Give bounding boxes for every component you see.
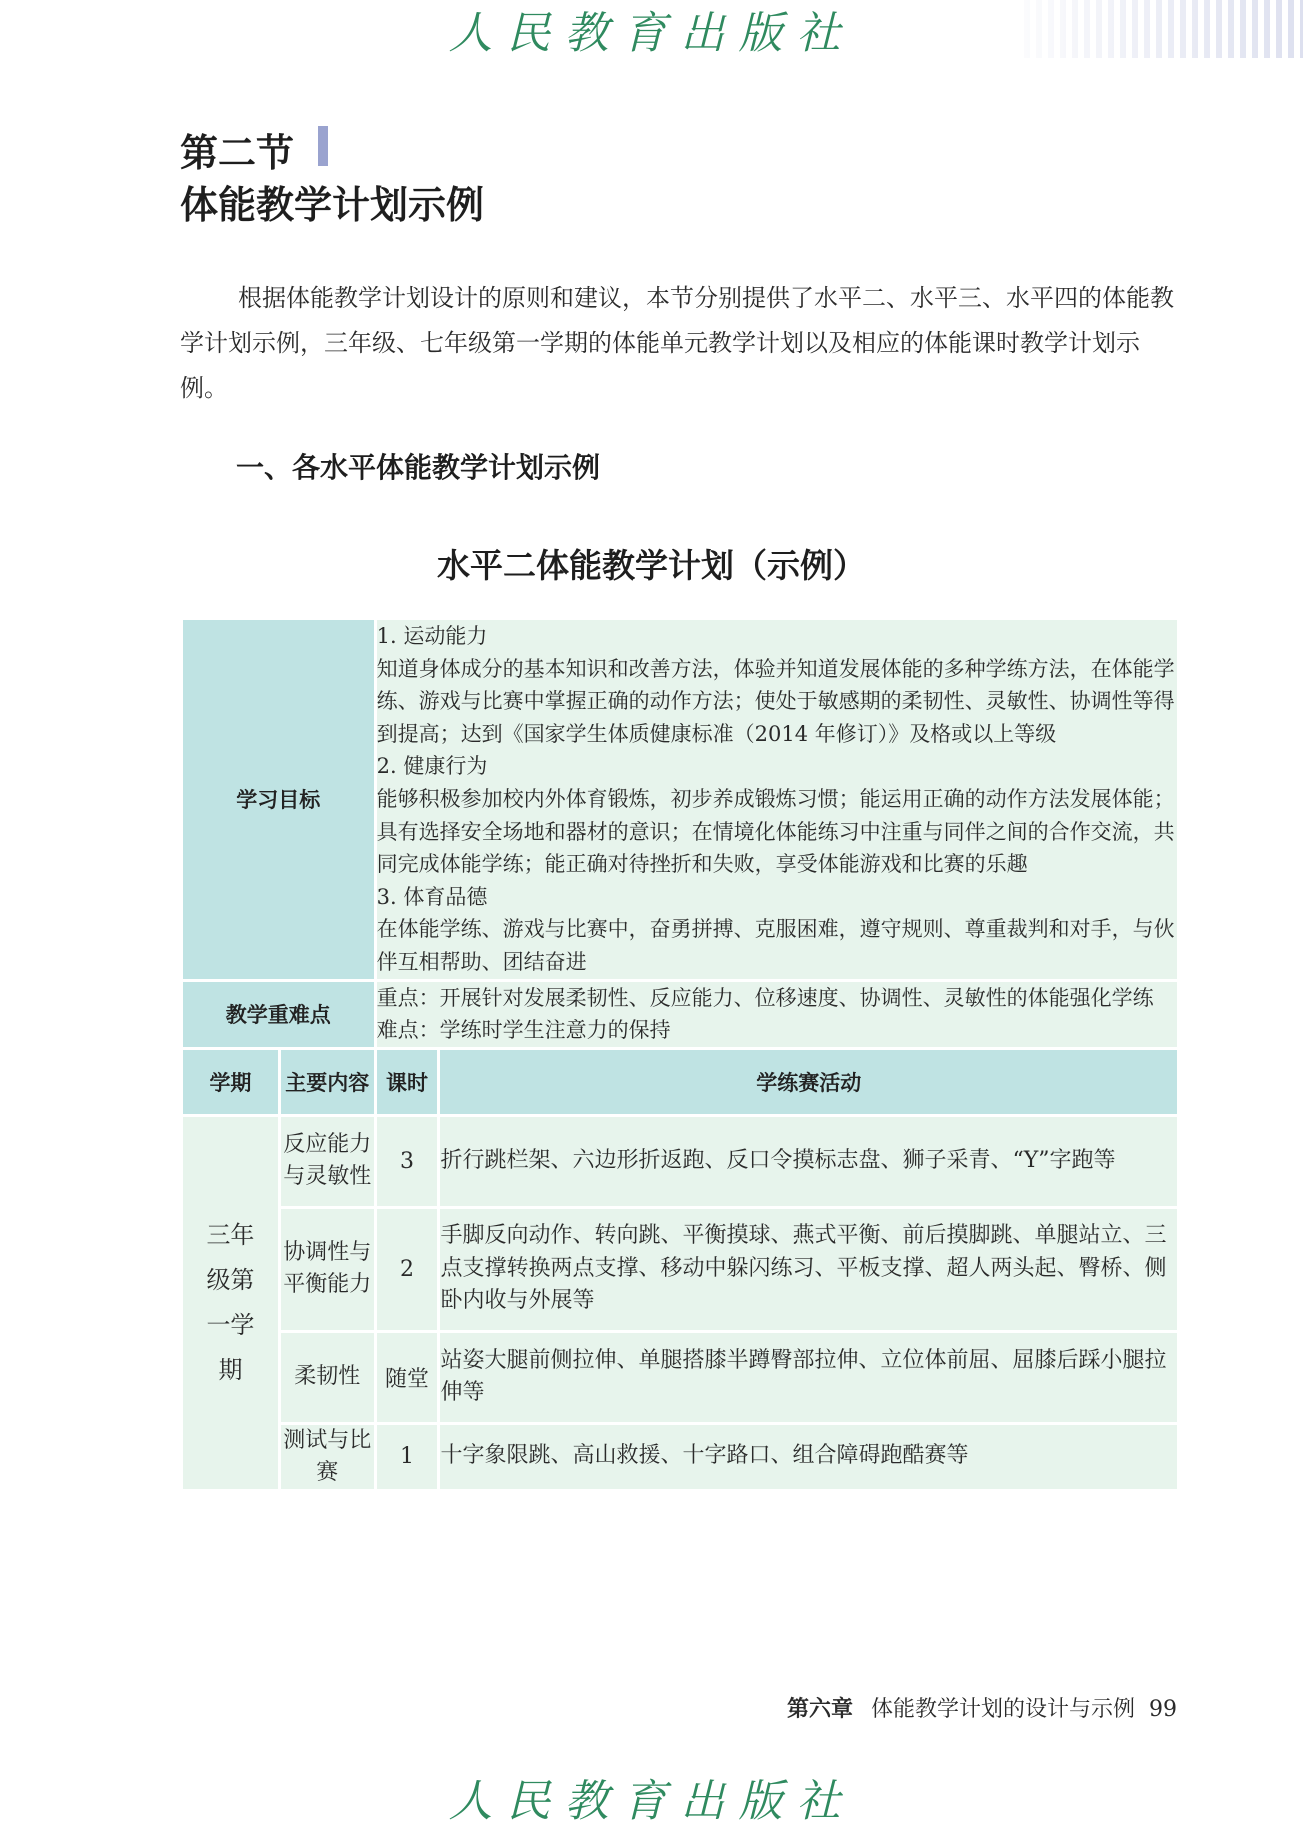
objective-heading: 2. 健康行为 (376, 754, 488, 779)
footer-chapter-title: 体能教学计划的设计与示例 (870, 1697, 1135, 1722)
objective-heading: 3. 体育品德 (376, 884, 488, 909)
objective-text: 能够积极参加校内外体育锻炼，初步养成锻炼习惯；能运用正确的动作方法发展体能；具有选择安全场地和器材的意识；在情境化体能练习中注重与同伴之间的合作交流，共同完成体能学练；能正确对待挫折和失败，享受体能游戏和比赛的乐趣 (376, 786, 1175, 877)
page-number: 99 (1149, 1697, 1177, 1722)
semester-cell (182, 1115, 280, 1490)
objective-text: 在体能学练、游戏与比赛中，奋勇拼搏、克服困难，遵守规则、尊重裁判和对手，与伙伴互相帮助、团结奋进 (376, 917, 1175, 974)
hours-cell: 1 (375, 1423, 439, 1490)
emphasis-text: 重点：开展针对发展柔韧性、反应能力、位移速度、协调性、灵敏性的体能强化学练 (376, 985, 1154, 1010)
difficulty-text: 难点：学练时学生注意力的保持 (376, 1018, 671, 1043)
objectives-row (182, 619, 1179, 981)
table-row (182, 1115, 1179, 1207)
key-points-row (182, 980, 1179, 1048)
content-cell: 测试与比赛 (279, 1423, 375, 1490)
table-row (182, 1331, 1179, 1423)
column-header-semester: 学期 (182, 1048, 280, 1115)
table-header-row (182, 1048, 1179, 1115)
hours-cell: 3 (375, 1115, 439, 1207)
subheading: 一、各水平体能教学计划示例 (236, 451, 601, 484)
teaching-plan-table (180, 617, 1180, 1492)
key-points-content (375, 980, 1178, 1048)
page-footer (787, 1692, 1177, 1723)
activities-cell: 十字象限跳、高山救援、十字路口、组合障碍跑酷赛等 (439, 1423, 1179, 1490)
publisher-logo-bottom: 人民教育出版社 (448, 1776, 855, 1827)
table-title: 水平二体能教学计划（示例） (437, 546, 866, 585)
semester-label: 三年级第一学期 (206, 1220, 255, 1384)
intro-paragraph (180, 276, 1180, 411)
section-label: 第二节 (180, 131, 295, 175)
activities-cell: 手脚反向动作、转向跳、平衡摸球、燕式平衡、前后摸脚跳、单腿站立、三点支撑转换两点支撑、移动中躲闪练习、平板支撑、超人两头起、臀桥、侧卧内收与外展等 (439, 1207, 1179, 1331)
column-header-content: 主要内容 (279, 1048, 375, 1115)
intro-text: 根据体能教学计划设计的原则和建议，本节分别提供了水平二、水平三、水平四的体能教学计划示例，三年级、七年级第一学期的体能单元教学计划以及相应的体能课时教学计划示例。 (180, 284, 1174, 402)
objectives-content (375, 619, 1178, 981)
content-cell: 反应能力与灵敏性 (279, 1115, 375, 1207)
column-header-activities: 学练赛活动 (439, 1048, 1179, 1115)
hours-cell: 2 (375, 1207, 439, 1331)
activities-cell: 站姿大腿前侧拉伸、单腿搭膝半蹲臀部拉伸、立位体前屈、屈膝后踩小腿拉伸等 (439, 1331, 1179, 1423)
activities-cell: 折行跳栏架、六边形折返跑、反口令摸标志盘、狮子采青、“Y”字跑等 (439, 1115, 1179, 1207)
key-points-label: 教学重难点 (182, 980, 376, 1048)
footer-chapter: 第六章 (786, 1697, 853, 1722)
objective-text: 知道身体成分的基本知识和改善方法，体验并知道发展体能的多种学练方法，在体能学练、游戏与比赛中掌握正确的动作方法；使处于敏感期的柔韧性、灵敏性、协调性等得到提高；达到《国家学生体质健康标准（2014 年修订）》及格或以上等级 (376, 656, 1175, 746)
hours-cell: 随堂 (375, 1331, 439, 1423)
column-header-hours: 课时 (375, 1048, 439, 1115)
content-cell: 柔韧性 (279, 1331, 375, 1423)
content-cell: 协调性与平衡能力 (279, 1207, 375, 1331)
table-row (182, 1207, 1179, 1331)
table-row (182, 1423, 1179, 1490)
objective-heading: 1. 运动能力 (376, 624, 488, 648)
publisher-logo: 人民教育出版社 (448, 8, 855, 59)
section-accent-bar (318, 126, 328, 166)
objectives-label: 学习目标 (182, 619, 376, 981)
section-title: 体能教学计划示例 (180, 183, 485, 227)
